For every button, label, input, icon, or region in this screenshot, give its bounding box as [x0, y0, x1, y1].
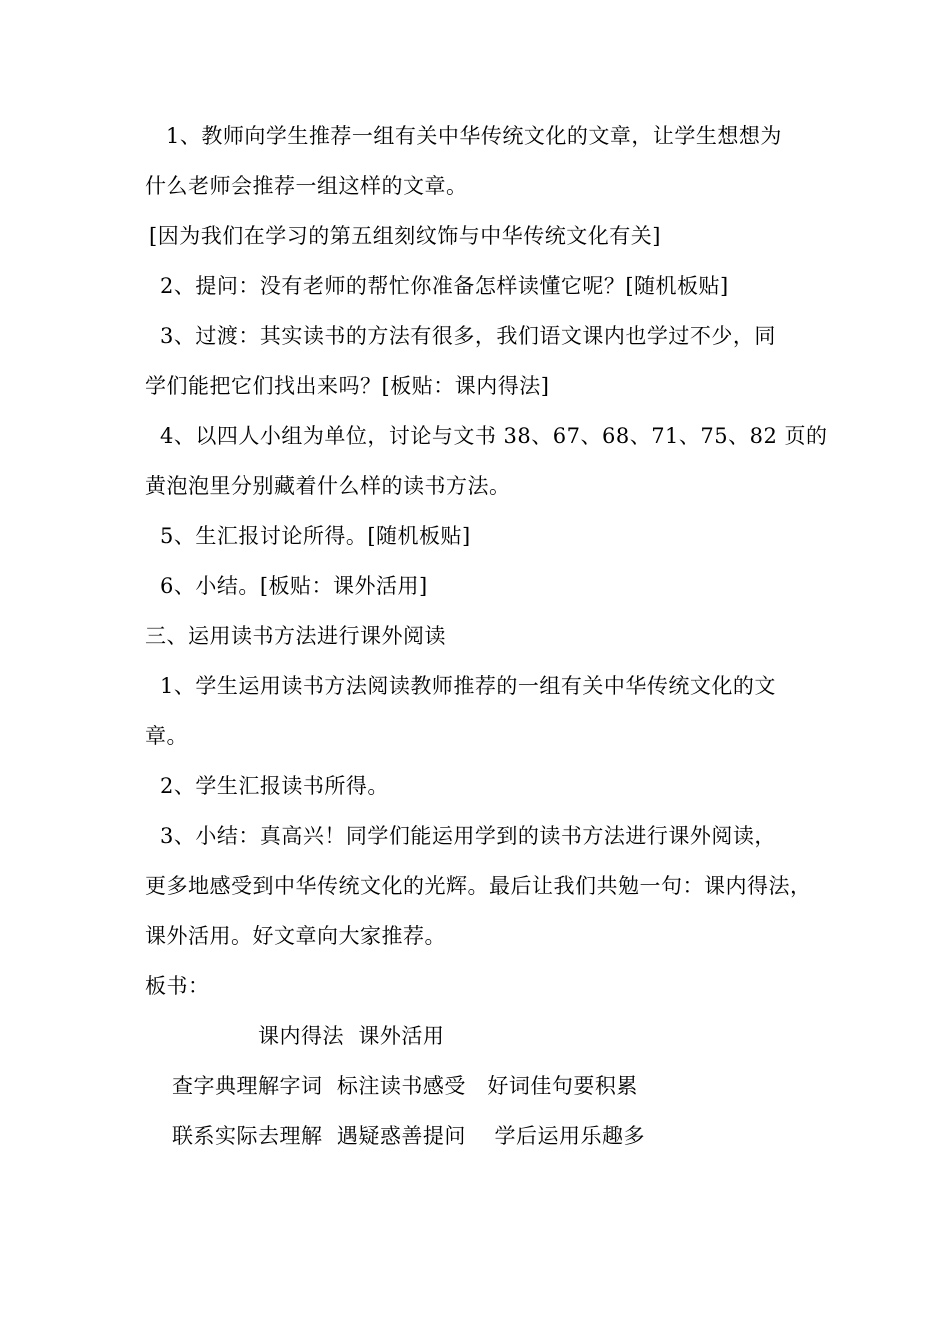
paragraph-line: [因为我们在学习的第五组刻纹饰与中华传统文化有关] [149, 224, 661, 248]
section-heading: 三、运用读书方法进行课外阅读 [145, 624, 446, 648]
paragraph-line: 3、过渡：其实读书的方法有很多，我们语文课内也学过不少，同 [160, 324, 776, 348]
board-line: 联系实际去理解 遇疑惑善提问 学后运用乐趣多 [172, 1124, 646, 1148]
paragraph-line: 1、学生运用读书方法阅读教师推荐的一组有关中华传统文化的文 [160, 674, 776, 698]
board-line: 查字典理解字词 标注读书感受 好词佳句要积累 [172, 1074, 638, 1098]
paragraph-line: 黄泡泡里分别藏着什么样的读书方法。 [145, 474, 511, 498]
board-heading: 板书： [145, 974, 210, 998]
paragraph-line: 章。 [145, 724, 188, 748]
paragraph-line: 2、提问：没有老师的帮忙你准备怎样读懂它呢？[随机板贴] [160, 274, 729, 298]
paragraph-line: 学们能把它们找出来吗？[板贴：课内得法] [145, 374, 550, 398]
paragraph-line: 5、生汇报讨论所得。[随机板贴] [160, 524, 471, 548]
paragraph-line: 更多地感受到中华传统文化的光辉。最后让我们共勉一句：课内得法， [145, 874, 812, 898]
paragraph-line: 4、以四人小组为单位，讨论与文书 38、67、68、71、75、82 页的 [160, 424, 828, 448]
paragraph-line: 1、教师向学生推荐一组有关中华传统文化的文章，让学生想想为 [166, 124, 782, 148]
paragraph-line: 课外活用。好文章向大家推荐。 [145, 924, 446, 948]
paragraph-line: 3、小结：真高兴！同学们能运用学到的读书方法进行课外阅读， [160, 824, 776, 848]
board-line: 课内得法 课外活用 [258, 1024, 445, 1048]
paragraph-line: 什么老师会推荐一组这样的文章。 [145, 174, 468, 198]
paragraph-line: 6、小结。[板贴：课外活用] [160, 574, 428, 598]
paragraph-line: 2、学生汇报读书所得。 [160, 774, 389, 798]
